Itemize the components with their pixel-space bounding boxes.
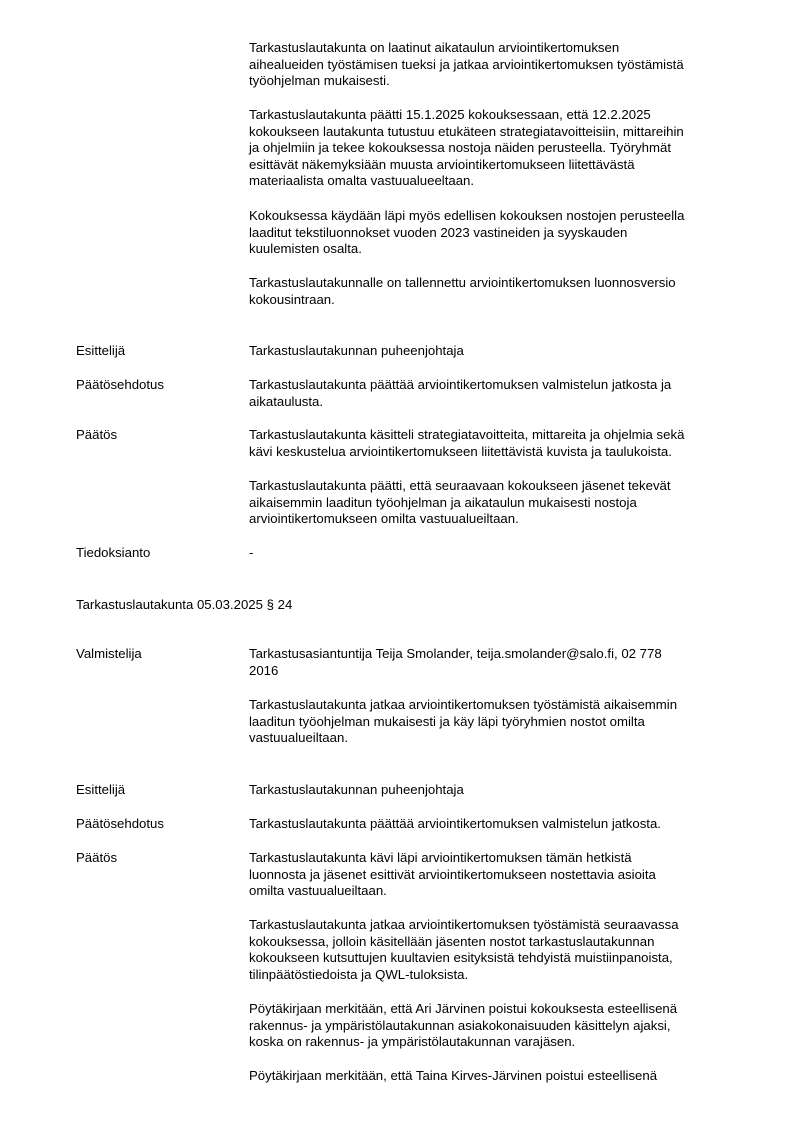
esittelija-label: Esittelijä (76, 343, 126, 358)
section-heading: Tarkastuslautakunta 05.03.2025 § 24 (76, 597, 293, 612)
paatosehdotus-label: Päätösehdotus (76, 377, 164, 392)
paatosehdotus-label: Päätösehdotus (76, 816, 164, 831)
tiedoksianto-value: - (249, 545, 254, 560)
valmistelija-label: Valmistelija (76, 646, 142, 661)
paatos-paragraph: Tarkastuslautakunta käsitteli strategiatavoitteita, mittareita ja ohjelmia sekä kävi keskustelua arviointikertomukseen liitettävistä kuvista ja taulukoista. (249, 427, 685, 459)
intro-paragraph: Kokouksessa käydään läpi myös edellisen kokouksen nostojen perusteella laaditut tekstiluonnokset vuoden 2023 vastineiden ja syyskauden kuulemisten osalta. (249, 208, 685, 257)
paatosehdotus-value: Tarkastuslautakunta päättää arviointikertomuksen valmistelun jatkosta. (249, 816, 661, 831)
esittelija-label: Esittelijä (76, 782, 126, 797)
valmistelija-paragraph: Tarkastusasiantuntija Teija Smolander, teija.smolander@salo.fi, 02 778 2016 (249, 646, 662, 678)
paatos-label: Päätös (76, 427, 118, 442)
paatosehdotus-value: Tarkastuslautakunta päättää arviointikertomuksen valmistelun jatkosta ja aikataulusta. (249, 377, 672, 409)
tiedoksianto-label: Tiedoksianto (76, 545, 151, 560)
esittelija-value: Tarkastuslautakunnan puheenjohtaja (249, 343, 464, 358)
paatos-paragraph: Pöytäkirjaan merkitään, että Taina Kirves-Järvinen poistui esteellisenä (249, 1068, 658, 1083)
paatos-paragraph: Tarkastuslautakunta päätti, että seuraavaan kokoukseen jäsenet tekevät aikaisemmin laaditun työohjelman ja aikataulun mukaisesti nostoja arviointikertomukseen omilta vastuualueiltaan. (249, 478, 671, 527)
intro-paragraph: Tarkastuslautakunta päätti 15.1.2025 kokouksessaan, että 12.2.2025 kokoukseen lautakunta tutustuu etukäteen strategiatavoitteisiin, mittareihin ja ohjelmiin ja tekee kokouksessa nostoja näiden perusteella. Työryhmät esittävät näkemyksiään muusta arviointikertomukseen liitettävästä materiaalista omalta vastuualueeltaan. (249, 107, 684, 189)
paatos-paragraph: Tarkastuslautakunta kävi läpi arviointikertomuksen tämän hetkistä luonnosta ja jäsenet esittivät arviointikertomukseen nostettavia asioita omilta vastuualueiltaan. (249, 850, 656, 899)
intro-paragraph: Tarkastuslautakunnalle on tallennettu arviointikertomuksen luonnosversio kokousintraan. (249, 275, 676, 307)
esittelija-value: Tarkastuslautakunnan puheenjohtaja (249, 782, 464, 797)
paatos-paragraph: Tarkastuslautakunta jatkaa arviointikertomuksen työstämistä seuraavassa kokouksessa, jolloin käsitellään jäsenten nostot tarkastuslautakunnan kokoukseen kutsuttujen kuultavien esityksistä tehdyistä muistiinpanoista, tilinpäätöstiedoista ja QWL-tuloksista. (249, 917, 679, 982)
intro-paragraph: Tarkastuslautakunta on laatinut aikataulun arviointikertomuksen aihealueiden työstämisen tueksi ja jatkaa arviointikertomuksen työstämistä työohjelman mukaisesti. (249, 40, 684, 89)
paatos-label: Päätös (76, 850, 118, 865)
valmistelija-paragraph: Tarkastuslautakunta jatkaa arviointikertomuksen työstämistä aikaisemmin laaditun työohjelman mukaisesti ja käy läpi työryhmien nostot omilta vastuualueiltaan. (249, 697, 678, 746)
paatos-paragraph: Pöytäkirjaan merkitään, että Ari Järvinen poistui kokouksesta esteellisenä rakennus- ja ympäristölautakunnan asiakokonaisuuden käsittelyn ajaksi, koska on rakennus- ja ympäristölautakunnan varajäsen. (249, 1001, 678, 1050)
